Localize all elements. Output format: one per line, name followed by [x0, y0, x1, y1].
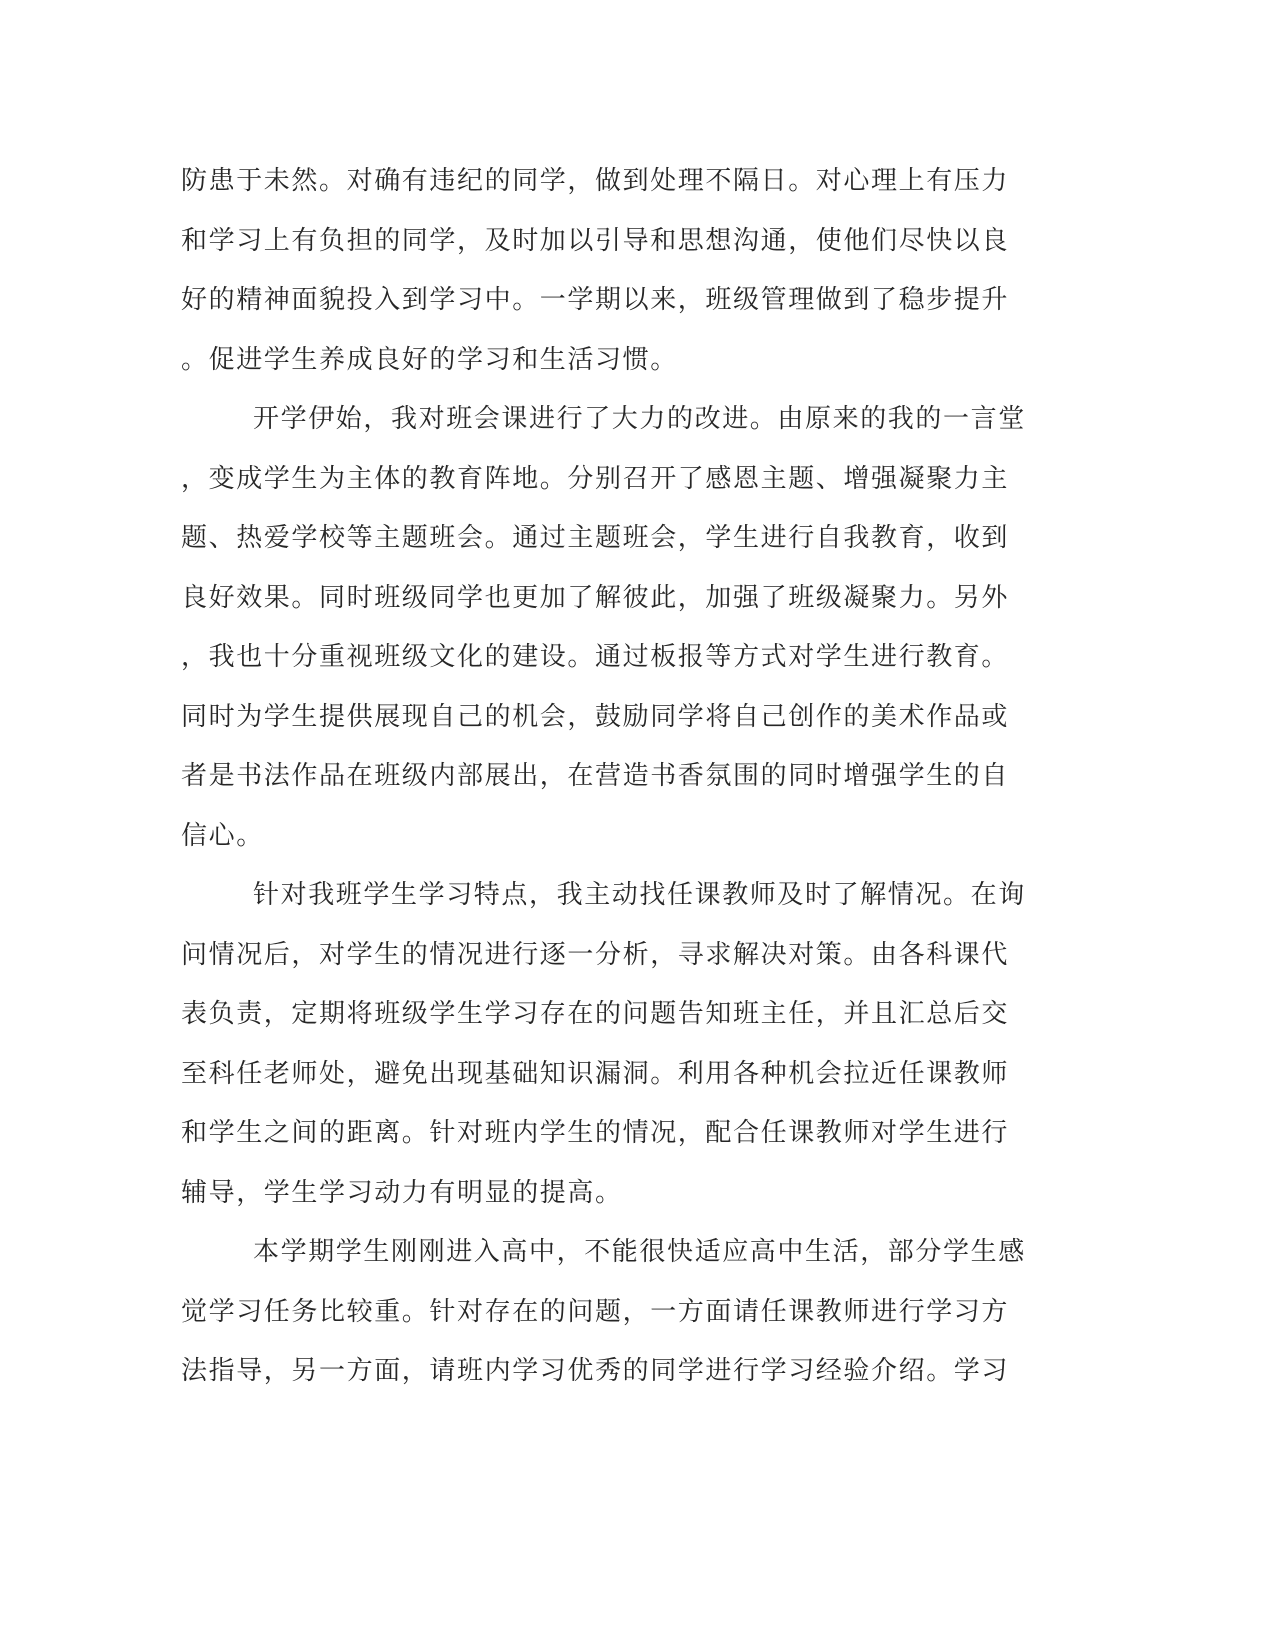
text-line: 至科任老师处，避免出现基础知识漏洞。利用各种机会拉近任课教师: [181, 1058, 1010, 1089]
text-line: ，我也十分重视班级文化的建设。通过板报等方式对学生进行教育。: [181, 642, 1010, 672]
text-line: 防患于未然。对确有违纪的同学，做到处理不隔日。对心理上有压力: [181, 166, 1010, 196]
text-line: ，变成学生为主体的教育阵地。分别召开了感恩主题、增强凝聚力主: [181, 463, 1010, 494]
text-line: 良好效果。同时班级同学也更加了解彼此，加强了班级凝聚力。另外: [181, 582, 1010, 613]
text-line: 问情况后，对学生的情况进行逐一分析，寻求解决对策。由各科课代: [181, 939, 1010, 970]
text-line: 。促进学生养成良好的学习和生活习惯。: [181, 344, 678, 375]
text-line: 者是书法作品在班级内部展出，在营造书香氛围的同时增强学生的自: [181, 761, 1010, 791]
text-line: 辅导，学生学习动力有明显的提高。: [181, 1177, 623, 1208]
text-line: 和学习上有负担的同学，及时加以引导和思想沟通，使他们尽快以良: [181, 225, 1010, 256]
text-line: 针对我班学生学习特点，我主动找任课教师及时了解情况。在询: [253, 880, 1026, 910]
document-body: [181, 152, 1051, 1402]
text-line: 觉学习任务比较重。针对存在的问题，一方面请任课教师进行学习方: [181, 1296, 1010, 1327]
text-line: 开学伊始，我对班会课进行了大力的改进。由原来的我的一言堂: [253, 404, 1026, 434]
text-line: 表负责，定期将班级学生学习存在的问题告知班主任，并且汇总后交: [181, 999, 1010, 1029]
text-line: 本学期学生刚刚进入高中，不能很快适应高中生活，部分学生感: [253, 1237, 1026, 1267]
text-line: 法指导，另一方面，请班内学习优秀的同学进行学习经验介绍。学习: [181, 1356, 1010, 1386]
text-line: 好的精神面貌投入到学习中。一学期以来，班级管理做到了稳步提升: [181, 285, 1010, 315]
text-line: 和学生之间的距离。针对班内学生的情况，配合任课教师对学生进行: [181, 1118, 1010, 1148]
text-line: 同时为学生提供展现自己的机会，鼓励同学将自己创作的美术作品或: [181, 701, 1010, 732]
text-line: 题、热爱学校等主题班会。通过主题班会，学生进行自我教育，收到: [181, 523, 1010, 553]
text-line: 信心。: [181, 820, 264, 851]
